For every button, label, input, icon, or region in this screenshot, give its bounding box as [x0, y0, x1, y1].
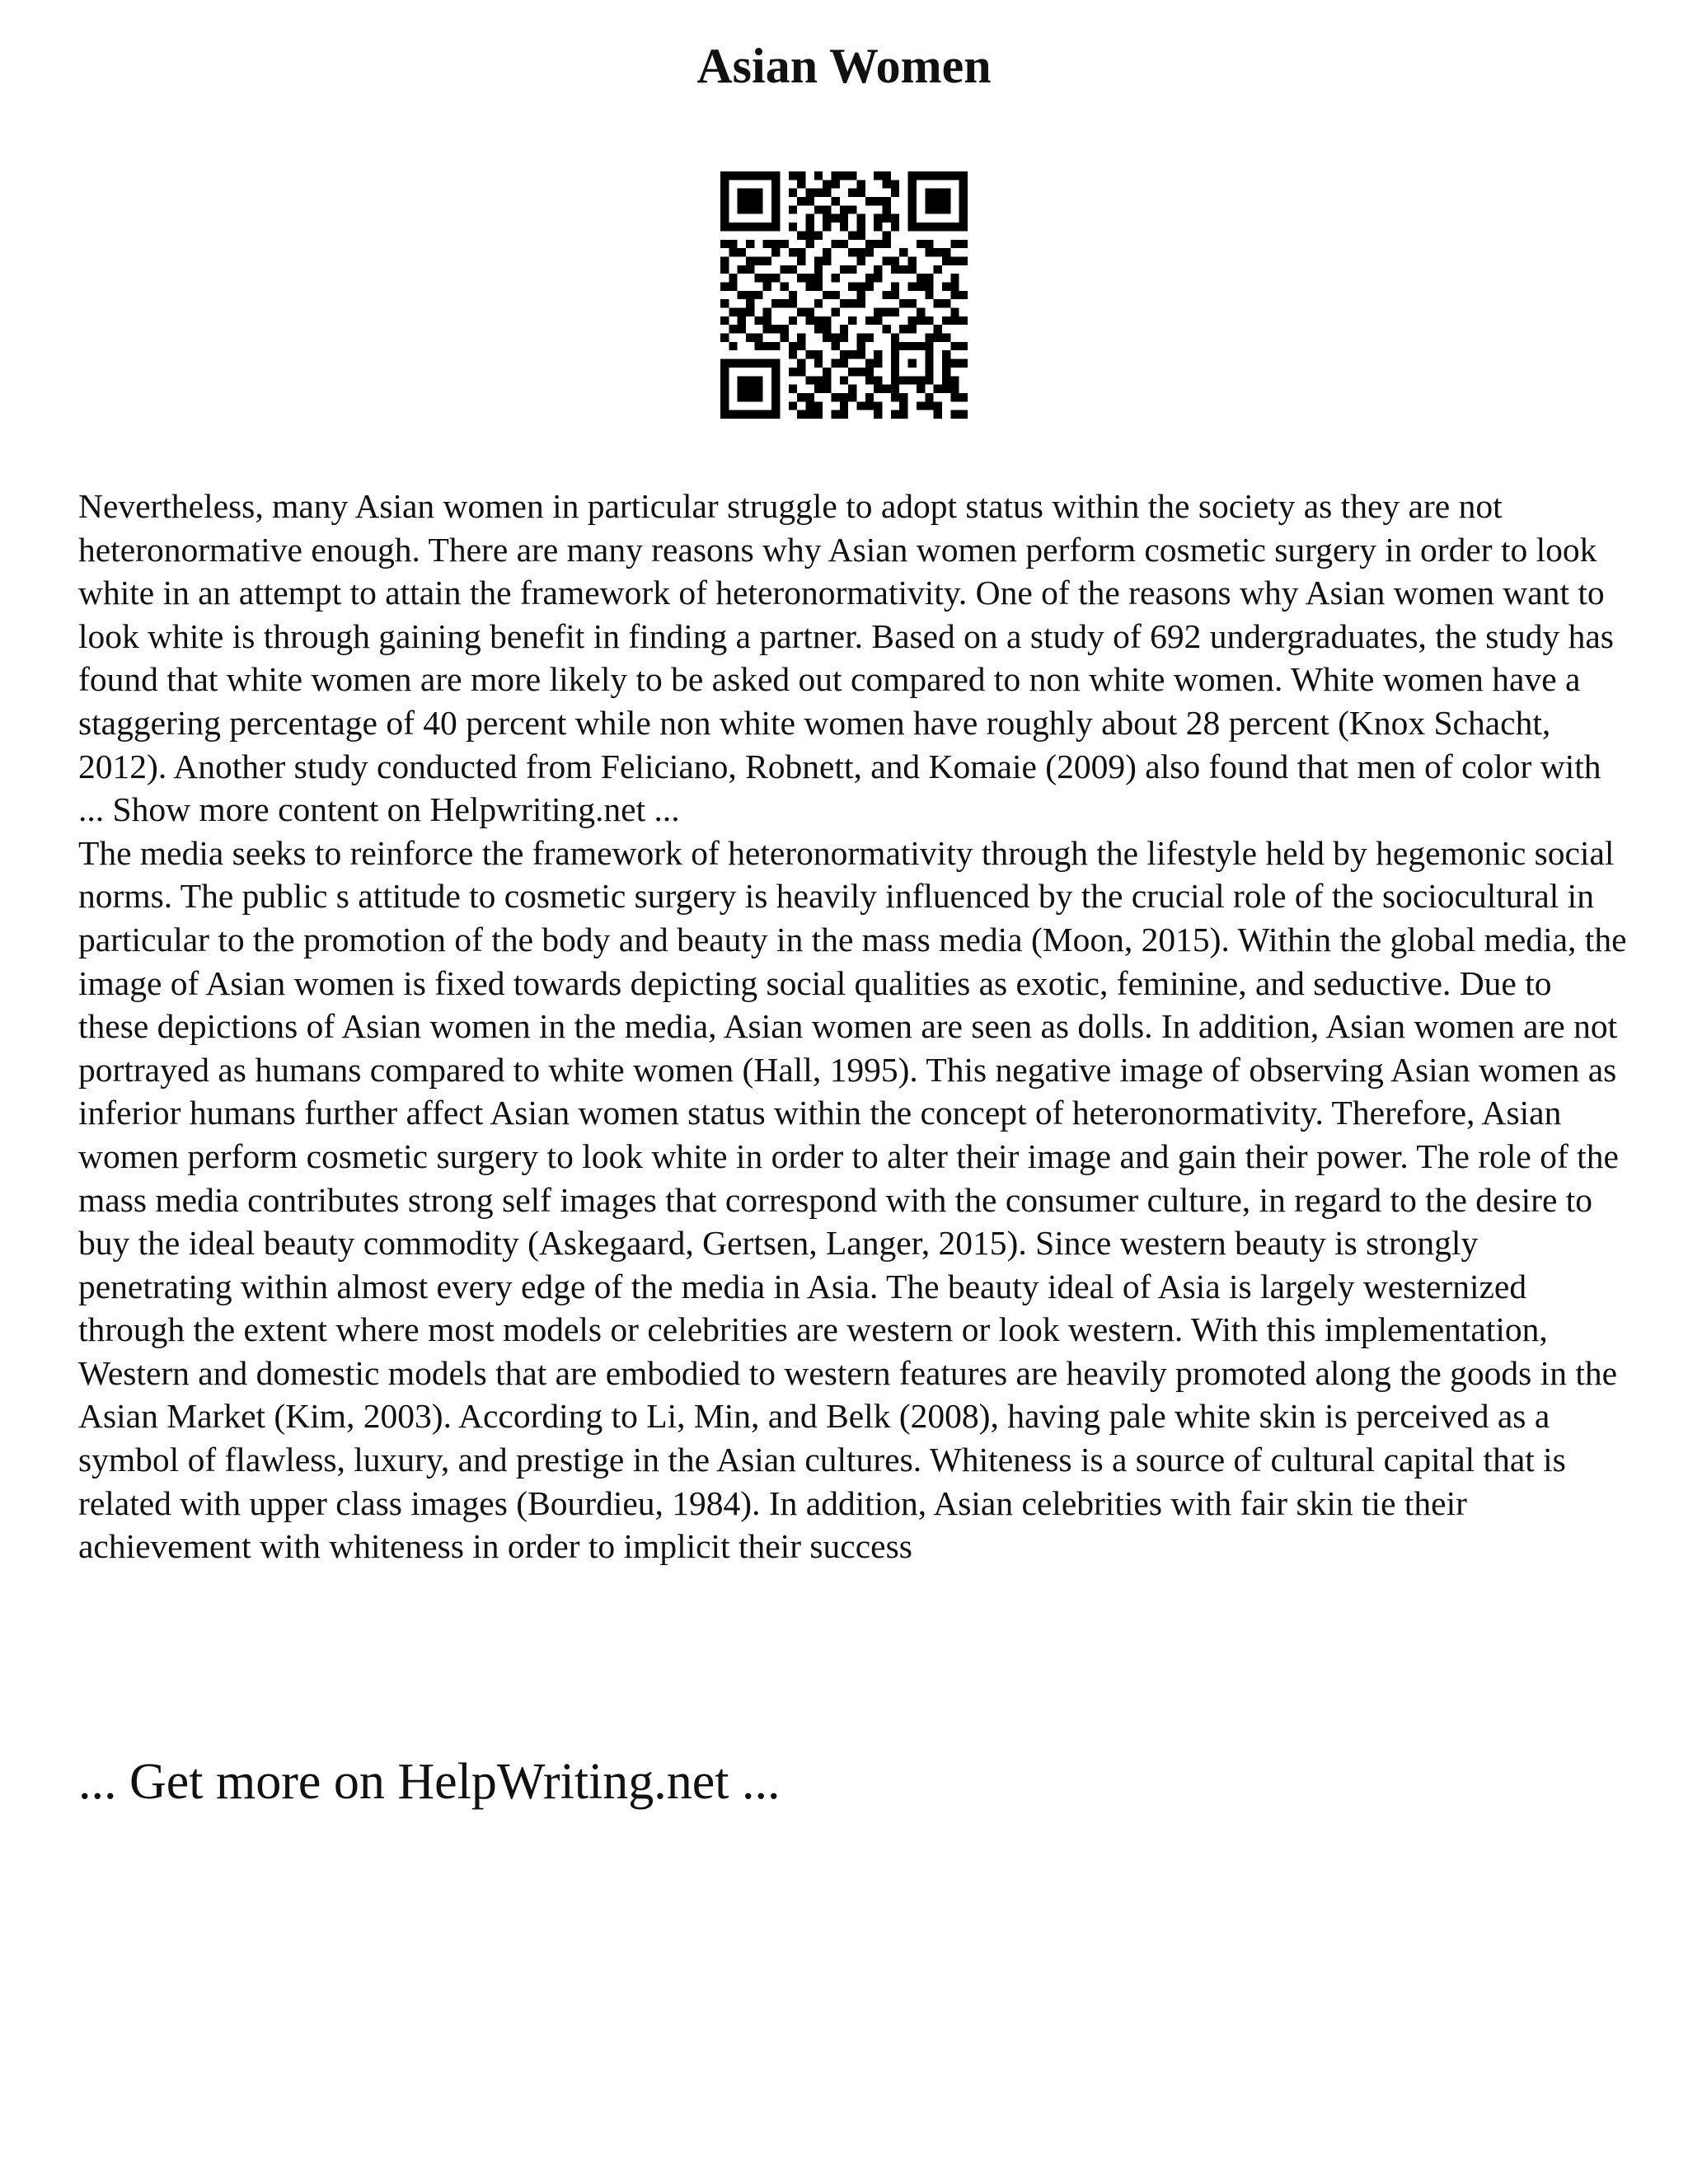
page-title: Asian Women — [696, 39, 992, 93]
article-body — [78, 485, 1628, 1568]
get-more-link[interactable]: ... Get more on HelpWriting.net ... — [78, 1754, 781, 1810]
paragraph-1: Nevertheless, many Asian women in particular struggle to adopt status within the society as they are not heteronormative enough. There are many reasons why Asian women perform cosmetic surgery in order to look white in an attempt to attain the framework of heteronormativity. One of the reasons why Asian women want to look white is through gaining benefit in finding a partner. Based on a study of 692 undergraduates, the study has found that white women are more likely to be asked out compared to non white women. White women have a staggering percentage of 40 percent while non white women have roughly about 28 percent (Knox Schacht, 2012). Another study conducted from Feliciano, Robnett, and Komaie (2009) also found that men of color with ... Show more content on Helpwriting.net ... — [78, 487, 1614, 829]
qr-code-icon — [720, 171, 968, 419]
paragraph-2: The media seeks to reinforce the framework of heteronormativity through the lifestyle held by hegemonic social norms. The public s attitude to cosmetic surgery is heavily influenced by the crucial role of the sociocultural in particular to the promotion of the body and beauty in the mass media (Moon, 2015). Within the global media, the image of Asian women is fixed towards depicting social qualities as exotic, feminine, and seductive. Due to these depictions of Asian women in the media, Asian women are seen as dolls. In addition, Asian women are not portrayed as humans compared to white women (Hall, 1995). This negative image of observing Asian women as inferior humans further affect Asian women status within the concept of heteronormativity. Therefore, Asian women perform cosmetic surgery to look white in order to alter their image and gain their power. The role of the mass media contributes strong self images that correspond with the consumer culture, in regard to the desire to buy the ideal beauty commodity (Askegaard, Gertsen, Langer, 2015). Since western beauty is strongly penetrating within almost every edge of the media in Asia. The beauty ideal of Asia is largely westernized through the extent where most models or celebrities are western or look western. With this implementation, Western and domestic models that are embodied to western features are heavily promoted along the goods in the Asian Market (Kim, 2003). According to Li, Min, and Belk (2008), having pale white skin is perceived as a symbol of flawless, luxury, and prestige in the Asian cultures. Whiteness is a source of cultural capital that is related with upper class images (Bourdieu, 1984). In addition, Asian celebrities with fair skin tie their achievement with whiteness in order to implicit their success — [78, 833, 1627, 1566]
